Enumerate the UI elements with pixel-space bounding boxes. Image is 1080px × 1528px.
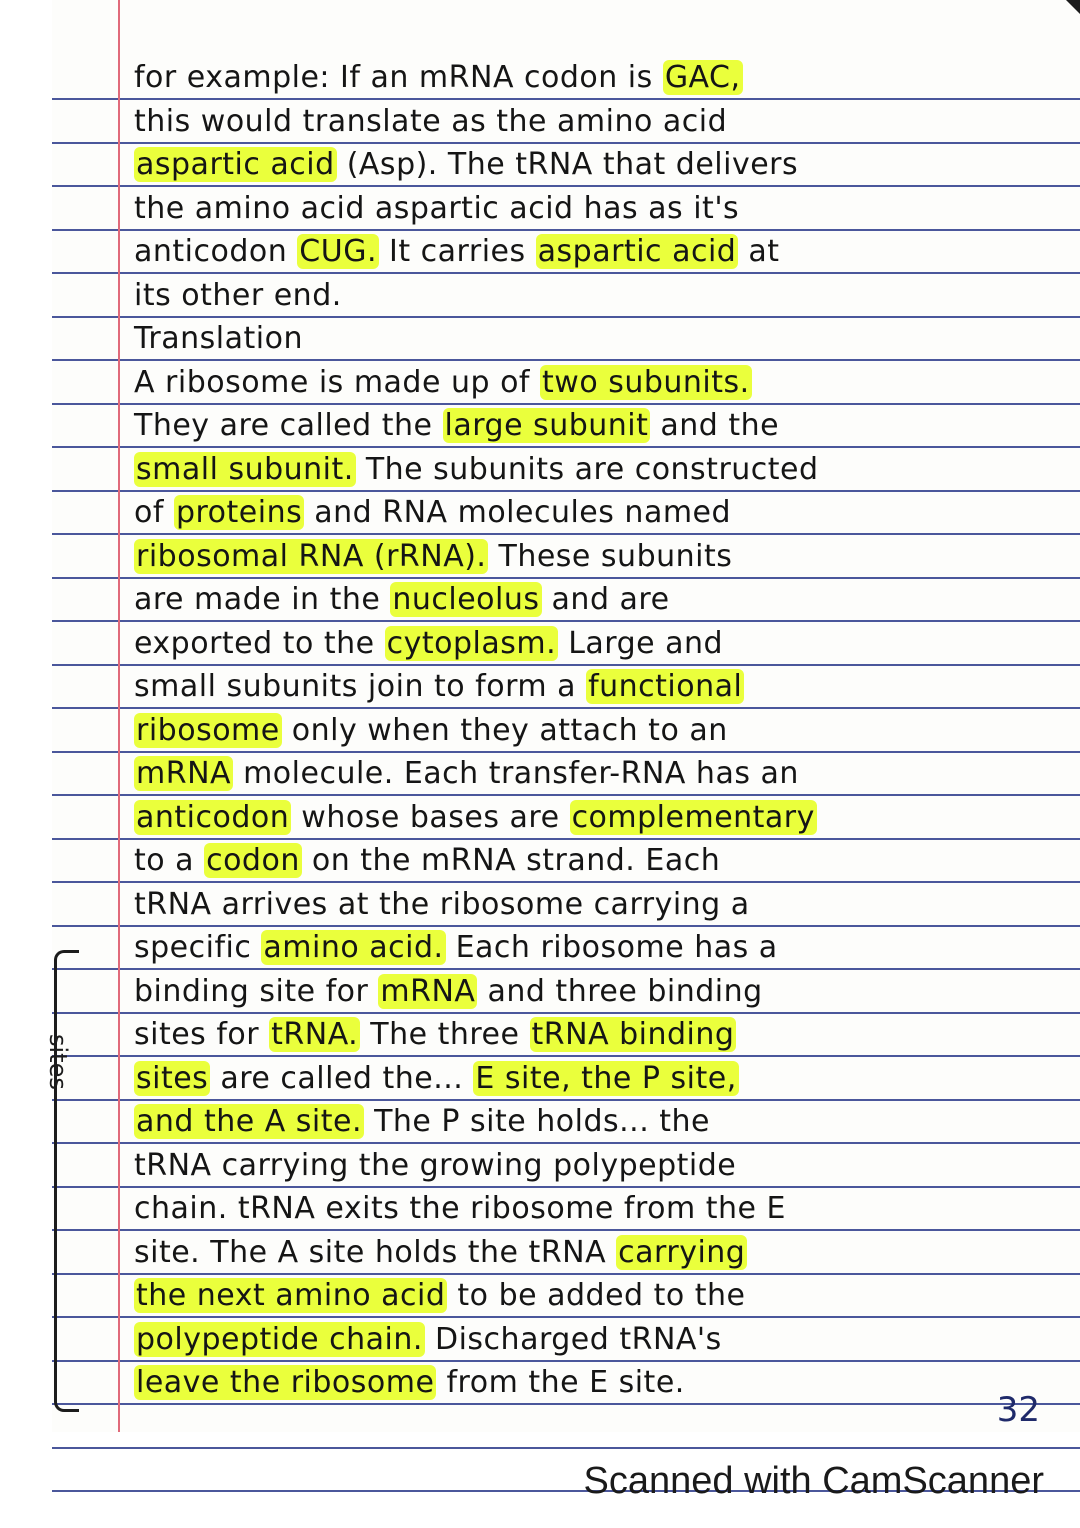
highlighted-text: anticodon bbox=[136, 799, 290, 835]
ruled-line bbox=[52, 1273, 1080, 1275]
note-text: are made in the bbox=[134, 582, 391, 617]
highlighted-text: nucleolus bbox=[392, 582, 540, 617]
camscanner-watermark: Scanned with CamScanner bbox=[583, 1460, 1044, 1502]
note-text: this would translate as the amino acid bbox=[134, 103, 728, 139]
note-text: sites for bbox=[134, 1017, 270, 1052]
note-text: and three binding bbox=[477, 973, 763, 1009]
note-line bbox=[134, 711, 1060, 751]
highlighted-text: small subunit. bbox=[136, 451, 354, 487]
note-line bbox=[134, 102, 1060, 142]
note-line bbox=[134, 1146, 1060, 1186]
highlighted-text: two subunits. bbox=[542, 364, 750, 400]
margin-line bbox=[118, 0, 120, 1432]
note-line bbox=[134, 1320, 1060, 1360]
ruled-line bbox=[52, 838, 1080, 840]
ruled-line bbox=[52, 533, 1080, 535]
highlighted-text: E site, the P site, bbox=[475, 1060, 737, 1096]
note-text: binding site for bbox=[134, 973, 379, 1009]
ruled-line bbox=[52, 1229, 1080, 1231]
ruled-line bbox=[52, 403, 1080, 405]
note-line bbox=[134, 537, 1060, 577]
ruled-line bbox=[52, 577, 1080, 579]
ruled-line bbox=[52, 707, 1080, 709]
highlighted-text: sites bbox=[136, 1060, 209, 1096]
ruled-line bbox=[52, 794, 1080, 796]
highlighted-text: proteins bbox=[175, 495, 303, 530]
highlighted-text: tRNA binding bbox=[531, 1017, 735, 1052]
note-line bbox=[134, 319, 1060, 359]
note-text: on the mRNA strand. Each bbox=[301, 843, 721, 878]
note-text: are called the... bbox=[210, 1060, 474, 1096]
note-text: the amino acid aspartic acid has as it's bbox=[134, 190, 740, 226]
ruled-line bbox=[52, 1403, 1080, 1405]
note-text: chain. tRNA exits the ribosome from the E bbox=[134, 1191, 786, 1226]
note-line bbox=[134, 493, 1060, 533]
note-line bbox=[134, 1363, 1060, 1403]
ruled-line bbox=[52, 446, 1080, 448]
highlighted-text: codon bbox=[206, 843, 300, 878]
highlighted-text: large subunit bbox=[444, 408, 649, 443]
ruled-line bbox=[52, 881, 1080, 883]
ruled-line bbox=[52, 98, 1080, 100]
note-text: and are bbox=[541, 582, 670, 617]
highlighted-text: CUG. bbox=[299, 234, 377, 269]
highlighted-text: ribosomal RNA (rRNA). bbox=[136, 538, 487, 574]
note-line bbox=[134, 972, 1060, 1012]
page-corner-shadow bbox=[1066, 0, 1080, 14]
ruled-line bbox=[52, 1447, 1080, 1449]
note-text: Discharged tRNA's bbox=[424, 1321, 722, 1357]
note-line bbox=[134, 145, 1060, 185]
note-line bbox=[134, 624, 1060, 664]
ruled-line bbox=[52, 925, 1080, 927]
note-text: Large and bbox=[558, 625, 724, 661]
ruled-line bbox=[52, 620, 1080, 622]
note-text: and RNA molecules named bbox=[304, 495, 732, 530]
note-line bbox=[134, 1233, 1060, 1273]
ruled-line bbox=[52, 359, 1080, 361]
ruled-line bbox=[52, 1360, 1080, 1362]
ruled-line bbox=[52, 185, 1080, 187]
ruled-line bbox=[52, 316, 1080, 318]
ruled-line bbox=[52, 664, 1080, 666]
ruled-line bbox=[52, 490, 1080, 492]
note-text: specific bbox=[134, 930, 262, 965]
margin-note: sites bbox=[44, 1034, 72, 1090]
highlighted-text: GAC, bbox=[664, 60, 741, 95]
note-text: and the bbox=[650, 408, 780, 443]
highlighted-text: ribosome bbox=[136, 712, 280, 748]
note-line bbox=[134, 1015, 1060, 1055]
ruled-line bbox=[52, 1055, 1080, 1057]
note-text: A ribosome is made up of bbox=[134, 364, 541, 400]
note-text: (Asp). The tRNA that delivers bbox=[336, 147, 799, 182]
note-text: anticodon bbox=[134, 234, 298, 269]
note-text: whose bases are bbox=[291, 799, 570, 835]
note-text: The subunits are constructed bbox=[355, 451, 819, 487]
highlighted-text: mRNA bbox=[136, 756, 232, 791]
highlighted-text: and the A site. bbox=[136, 1104, 363, 1139]
highlighted-text: functional bbox=[588, 669, 743, 704]
ruled-line bbox=[52, 1099, 1080, 1101]
note-text: These subunits bbox=[488, 538, 733, 574]
note-text: its other end. bbox=[134, 277, 342, 313]
ruled-line bbox=[52, 751, 1080, 753]
note-line bbox=[134, 885, 1060, 925]
note-line bbox=[134, 363, 1060, 403]
note-text: from the E site. bbox=[436, 1365, 685, 1400]
note-text: for example: If an mRNA codon is bbox=[134, 60, 663, 95]
highlighted-text: the next amino acid bbox=[136, 1278, 446, 1313]
note-text: of bbox=[134, 495, 174, 530]
ruled-line bbox=[52, 1186, 1080, 1188]
highlighted-text: aspartic acid bbox=[537, 234, 737, 269]
highlighted-text: carrying bbox=[618, 1234, 746, 1270]
page-number: 32 bbox=[996, 1390, 1040, 1430]
highlighted-text: tRNA. bbox=[271, 1017, 359, 1052]
highlighted-text: leave the ribosome bbox=[136, 1365, 435, 1400]
note-text: Translation bbox=[134, 321, 303, 356]
margin-bracket bbox=[54, 950, 79, 1412]
note-text: molecule. Each transfer-RNA has an bbox=[233, 756, 799, 791]
ruled-line bbox=[52, 272, 1080, 274]
ruled-line bbox=[52, 1316, 1080, 1318]
note-text: only when they attach to an bbox=[281, 712, 728, 748]
note-line bbox=[134, 1276, 1060, 1316]
note-line bbox=[134, 1102, 1060, 1142]
note-line bbox=[134, 450, 1060, 490]
highlighted-text: complementary bbox=[571, 799, 815, 835]
ruled-line bbox=[52, 968, 1080, 970]
notebook-page-scan bbox=[44, 0, 1080, 1432]
note-text: at bbox=[738, 234, 780, 269]
note-line bbox=[134, 1189, 1060, 1229]
note-text: tRNA carrying the growing polypeptide bbox=[134, 1147, 737, 1183]
note-line bbox=[134, 798, 1060, 838]
note-text: site. The A site holds the tRNA bbox=[134, 1234, 617, 1270]
note-text: to be added to the bbox=[447, 1278, 746, 1313]
note-line bbox=[134, 580, 1060, 620]
note-text: The three bbox=[360, 1017, 530, 1052]
note-text: small subunits join to form a bbox=[134, 669, 587, 704]
note-text: It carries bbox=[379, 234, 536, 269]
note-line bbox=[134, 406, 1060, 446]
note-line bbox=[134, 189, 1060, 229]
note-line bbox=[134, 928, 1060, 968]
note-text: Each ribosome has a bbox=[445, 930, 778, 965]
ruled-line bbox=[52, 1142, 1080, 1144]
note-line bbox=[134, 58, 1060, 98]
highlighted-text: amino acid. bbox=[263, 930, 444, 965]
note-line bbox=[134, 841, 1060, 881]
note-text: tRNA arrives at the ribosome carrying a bbox=[134, 886, 750, 922]
ruled-line bbox=[52, 142, 1080, 144]
note-line bbox=[134, 232, 1060, 272]
highlighted-text: polypeptide chain. bbox=[136, 1321, 423, 1357]
highlighted-text: mRNA bbox=[380, 973, 476, 1009]
note-text: to a bbox=[134, 843, 205, 878]
note-line bbox=[134, 667, 1060, 707]
note-line bbox=[134, 276, 1060, 316]
note-text: exported to the bbox=[134, 625, 385, 661]
note-text: They are called the bbox=[134, 408, 443, 443]
highlighted-text: aspartic acid bbox=[136, 147, 335, 182]
note-text: The P site holds... the bbox=[364, 1104, 711, 1139]
highlighted-text: cytoplasm. bbox=[386, 625, 557, 661]
note-line bbox=[134, 754, 1060, 794]
ruled-line bbox=[52, 1012, 1080, 1014]
ruled-line bbox=[52, 229, 1080, 231]
note-line bbox=[134, 1059, 1060, 1099]
